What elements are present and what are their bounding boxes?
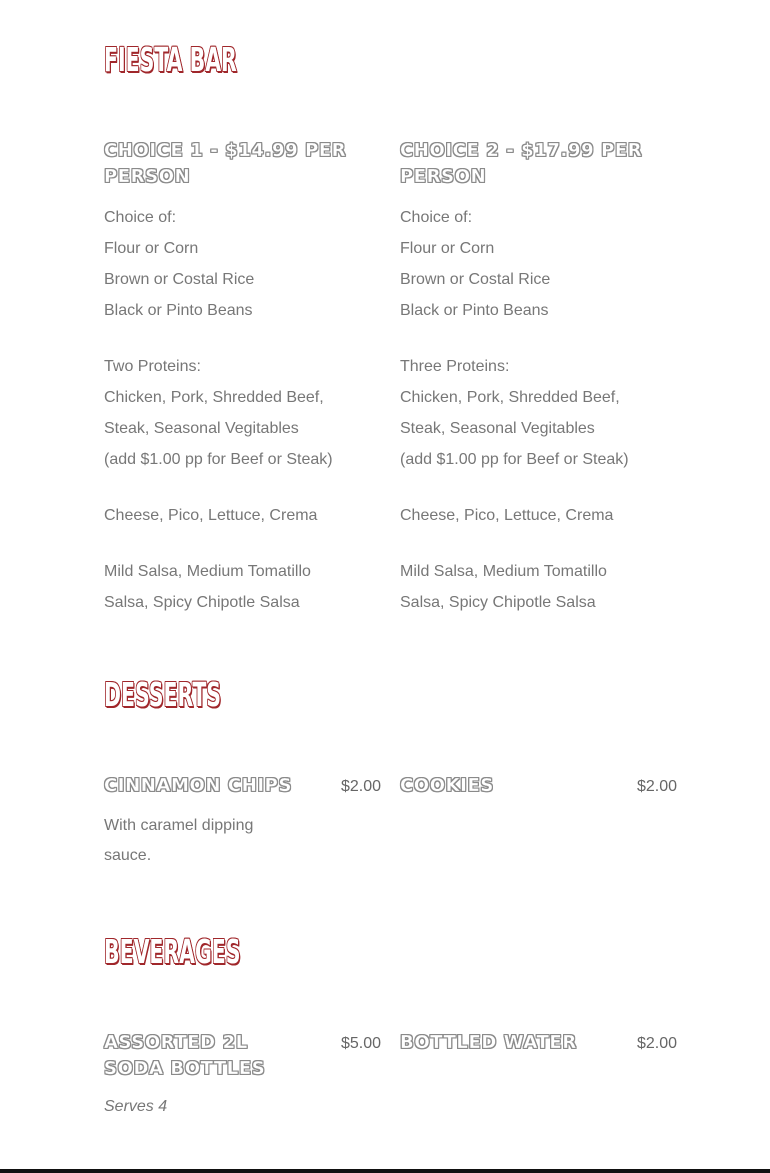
footer-divider <box>0 1169 770 1173</box>
choice-1-line: Steak, Seasonal Vegitables <box>104 420 299 437</box>
dessert-item-price: $2.00 <box>340 778 381 795</box>
section-title-beverages: BEVERAGES <box>104 932 241 971</box>
choice-1-line: Black or Pinto Beans <box>104 302 253 319</box>
dessert-item-price: $2.00 <box>636 778 677 795</box>
choice-1-line: Chicken, Pork, Shredded Beef, <box>104 389 324 406</box>
choice-2-card <box>400 138 677 618</box>
beverage-item-price: $5.00 <box>340 1035 381 1052</box>
beverage-item-price: $2.00 <box>636 1035 677 1052</box>
choice-2-description <box>400 202 677 618</box>
dessert-item-name: CINNAMON CHIPS <box>104 775 293 796</box>
choice-2-line: Steak, Seasonal Vegitables <box>400 420 595 437</box>
choice-1-line: Salsa, Spicy Chipotle Salsa <box>104 594 300 611</box>
choice-2-line: Mild Salsa, Medium Tomatillo <box>400 563 607 580</box>
choice-1-card <box>104 138 381 618</box>
dessert-item-cinnamon-chips <box>104 773 381 871</box>
choice-1-line: Choice of: <box>104 209 177 226</box>
dessert-item-description: With caramel dipping sauce. <box>104 817 254 864</box>
choice-2-line: Salsa, Spicy Chipotle Salsa <box>400 594 596 611</box>
choice-1-title: CHOICE 1 - $14.99 PER PERSON <box>104 140 347 187</box>
choice-1-line: Brown or Costal Rice <box>104 271 255 288</box>
choice-1-line: (add $1.00 pp for Beef or Steak) <box>104 451 333 468</box>
beverage-item-name: BOTTLED WATER <box>400 1032 577 1053</box>
section-title-desserts: DESSERTS <box>104 675 222 714</box>
beverage-item-water <box>400 1030 677 1057</box>
beverage-item-name: ASSORTED 2L SODA BOTTLES <box>104 1032 266 1079</box>
choice-1-line: Mild Salsa, Medium Tomatillo <box>104 563 311 580</box>
dessert-item-cookies <box>400 773 677 800</box>
choice-1-line: Two Proteins: <box>104 358 201 375</box>
choice-1-description <box>104 202 381 618</box>
choice-2-line: Chicken, Pork, Shredded Beef, <box>400 389 620 406</box>
choice-2-line: Choice of: <box>400 209 473 226</box>
beverage-item-soda <box>104 1030 381 1120</box>
choice-2-line: Cheese, Pico, Lettuce, Crema <box>400 507 614 524</box>
dessert-item-name: COOKIES <box>400 775 494 796</box>
section-title-fiesta-bar: FIESTA BAR <box>104 40 237 79</box>
choice-2-line: Black or Pinto Beans <box>400 302 549 319</box>
choice-2-line: Brown or Costal Rice <box>400 271 551 288</box>
choice-1-line: Cheese, Pico, Lettuce, Crema <box>104 507 318 524</box>
beverage-item-description: Serves 4 <box>104 1098 168 1115</box>
choice-2-line: Flour or Corn <box>400 240 495 257</box>
choice-2-line: (add $1.00 pp for Beef or Steak) <box>400 451 629 468</box>
choice-2-line: Three Proteins: <box>400 358 510 375</box>
choice-2-title: CHOICE 2 - $17.99 PER PERSON <box>400 140 643 187</box>
choice-1-line: Flour or Corn <box>104 240 199 257</box>
